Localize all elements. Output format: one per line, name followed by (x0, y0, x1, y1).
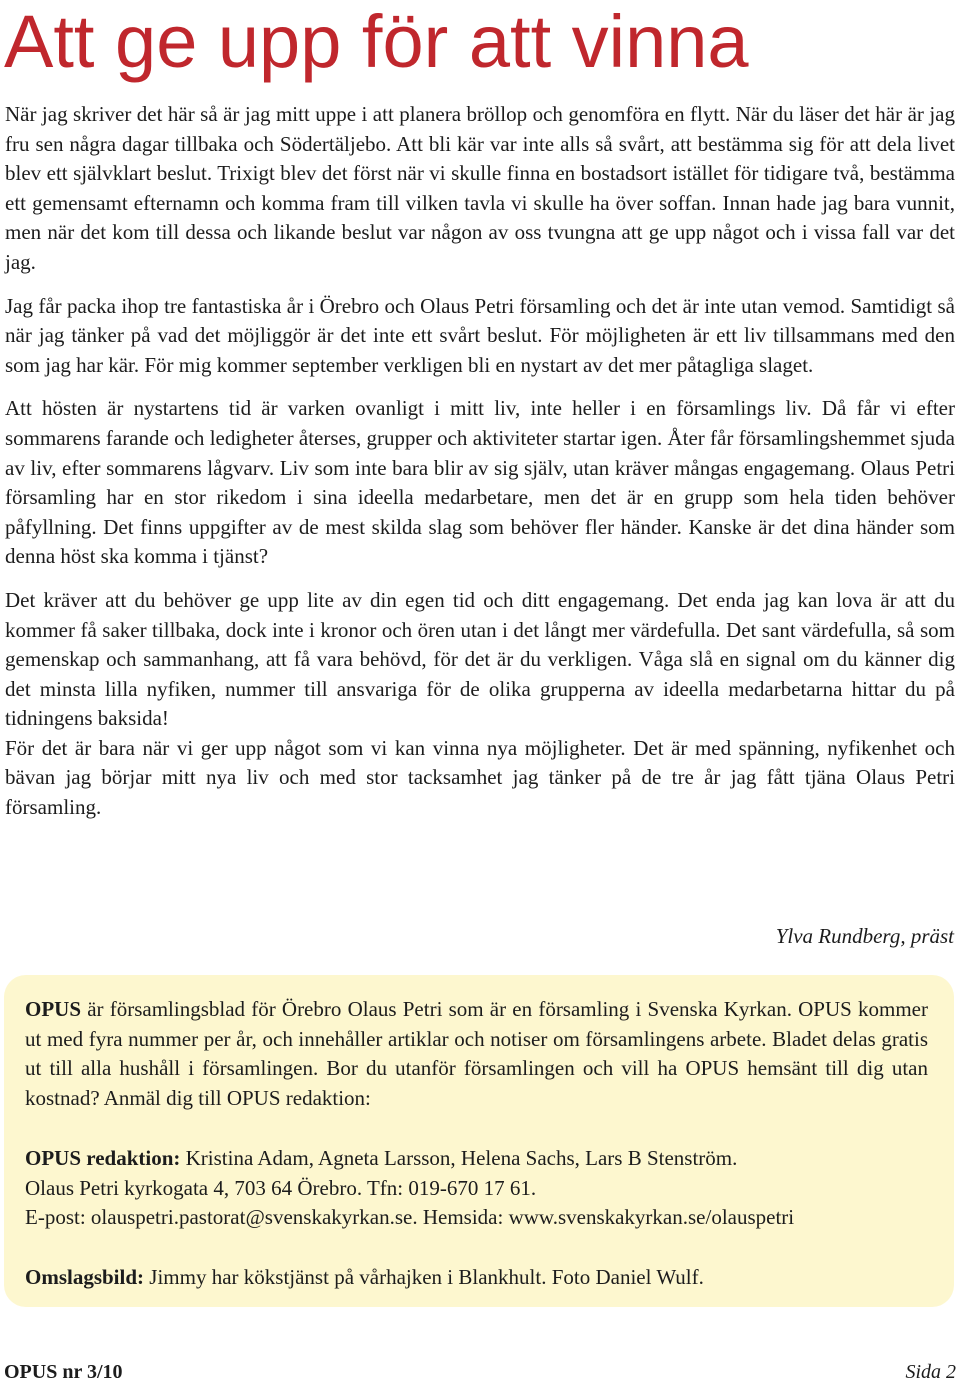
article-title: Att ge upp för att vinna (4, 0, 749, 83)
article-paragraph-3: Att hösten är nystartens tid är varken ovanligt i mitt liv, inte heller i en församlings liv. Då får vi efter sommarens farande och ledigheter återses, grupper och aktiviteter startar igen. Åter får församlingshemmet sjuda av liv, efter sommarens lågvarv. Liv som inte bara blir av sig själv, utan kräver mångas engagemang. Olaus Petri församling har en stor rikedom i sina ideella medarbetare, men det är en grupp som hela tiden behöver påfyllning. Det finns uppgifter av de mest skilda slag som behöver fler händer. Kanske är det dina händer som denna höst ska komma i tjänst? (5, 396, 955, 569)
info-contact: E-post: olauspetri.pastorat@svenskakyrkan.se. Hemsida: www.svenskakyrkan.se/olauspetri (25, 1205, 795, 1230)
article-paragraph-2: Jag får packa ihop tre fantastiska år i Örebro och Olaus Petri församling och det är inte utan vemod. Samtidigt så när jag tänker på vad det möjliggör är det inte ett svårt beslut. För möjligheten är ett liv tillsammans med den som jag har kär. För mig kommer september verkligen bli en nystart av det mer påtagliga slaget. (5, 293, 955, 377)
info-box-content (25, 995, 928, 1293)
article-signature: Ylva Rundberg, präst (775, 924, 954, 948)
article-paragraph-4: Det kräver att du behöver ge upp lite av din egen tid och ditt engagemang. Det enda jag kan lova är att du kommer få saker tillbaka, dock inte i kronor och ören utan i det långt mer värdefulla. Det sant värdefulla, så som gemenskap och sammanhang, att få vara behövd, för det är du verkligen. Våga slå en signal om du känner dig det minsta lilla nyfiken, nummer till ansvariga för de olika grupperna av ideella medarbetarna hittar du på tidningens baksida! (5, 587, 955, 731)
footer-issue: OPUS nr 3/10 (4, 1361, 123, 1383)
info-cover-text: Jimmy har kökstjänst på vårhajken i Blankhult. Foto Daniel Wulf. (144, 1264, 704, 1289)
article-paragraph-5: För det är bara när vi ger upp något som vi kan vinna nya möjligheter. Det är med spänning, nyfikenhet och bävan jag börjar mitt nya liv och med stor tacksamhet jag tänker på de tre år jag fått tjäna Olaus Petri församling. (5, 735, 955, 820)
info-editors-line (25, 1144, 928, 1174)
info-cover-label: Omslagsbild: (25, 1264, 145, 1289)
info-about-text: är församlingsblad för Örebro Olaus Petri som är en församling i Svenska Kyrkan. OPUS kommer ut med fyra nummer per år, och innehåller artiklar och notiser om församlingens arbete. Bladet delas gratis ut till alla hushåll i församlingen. Bor du utanför församlingen och vill ha OPUS hemsänt till dig utan kostnad? Anmäl dig till OPUS redaktion: (25, 997, 928, 1111)
footer-page-number: Sida 2 (905, 1361, 956, 1383)
info-about (25, 995, 928, 1114)
info-box (4, 975, 954, 1307)
article-body (5, 100, 955, 823)
info-address: Olaus Petri kyrkogata 4, 703 64 Örebro. Tfn: 019-670 17 61. (25, 1175, 537, 1200)
info-editors-label: OPUS redaktion: (25, 1145, 181, 1170)
article-paragraph-1: När jag skriver det här så är jag mitt uppe i att planera bröllop och genomföra en flytt. När du läser det här är jag fru sen några dagar tillbaka och Södertäljebo. Att bli kär var inte alls så svårt, att bestämma sig för att dela livet blev ett självklart beslut. Trixigt blev det först när vi skulle finna en bostadsort istället för tidigare två, bestämma ett gemensamt efternamn och komma fram till vilken tavla vi skulle ha över soffan. Innan hade jag bara vunnit, men när det kom till dessa och likande beslut var någon av oss tvungna att ge upp något och i vissa fall var det jag. (5, 102, 955, 274)
info-about-label: OPUS (25, 997, 82, 1021)
info-editors-text: Kristina Adam, Agneta Larsson, Helena Sachs, Lars B Stenström. (180, 1145, 738, 1170)
info-cover (25, 1263, 928, 1293)
info-editors (25, 1144, 928, 1233)
